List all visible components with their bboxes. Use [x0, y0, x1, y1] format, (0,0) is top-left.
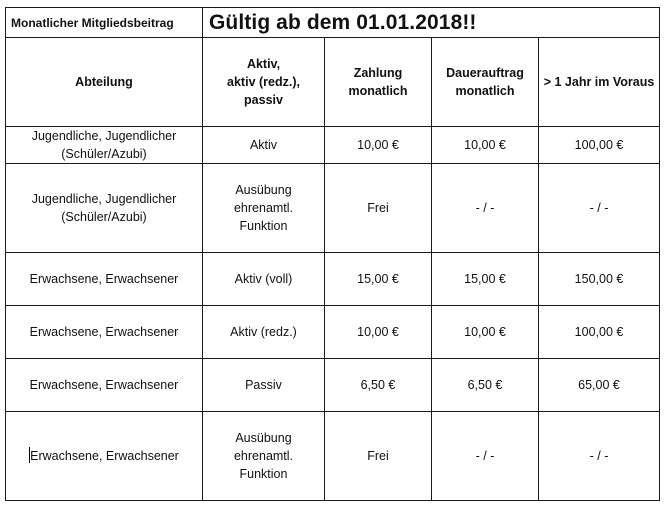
col-header-status-line: aktiv (redz.), — [227, 75, 300, 89]
cell-status — [203, 164, 325, 253]
table-row — [6, 359, 660, 412]
col-header-dauerauftrag-line: monatlich — [455, 84, 515, 98]
col-header-zahlung — [325, 38, 432, 127]
table-row — [6, 306, 660, 359]
cell-status: Aktiv — [203, 127, 325, 164]
title-left: Monatlicher Mitgliedsbeitrag — [6, 8, 203, 38]
cell-text: ehrenamtl. — [233, 449, 294, 463]
cell-abteilung — [6, 164, 203, 253]
cell-text: Jugendliche, Jugendlicher — [31, 192, 177, 206]
col-header-dauerauftrag-line: Dauerauftrag — [446, 66, 524, 80]
table-row — [6, 412, 660, 501]
cell-status: Aktiv (voll) — [203, 253, 325, 306]
col-header-dauerauftrag — [432, 38, 539, 127]
col-header-status-line: Aktiv, — [246, 57, 281, 71]
col-header-abteilung: Abteilung — [6, 38, 203, 127]
cell-abteilung — [6, 127, 203, 164]
cell-dauerauftrag: - / - — [432, 164, 539, 253]
cell-abteilung: Erwachsene, Erwachsener — [6, 253, 203, 306]
cell-text: Funktion — [239, 219, 288, 233]
cell-voraus: 100,00 € — [539, 306, 660, 359]
cell-text: Ausübung — [235, 431, 292, 445]
table-row — [6, 253, 660, 306]
cell-text: Jugendliche, Jugendlicher — [31, 129, 177, 143]
cell-zahlung: Frei — [325, 164, 432, 253]
cell-zahlung: 6,50 € — [325, 359, 432, 412]
fee-table — [5, 7, 660, 501]
col-header-status-line: passiv — [244, 93, 283, 107]
cell-voraus: - / - — [539, 412, 660, 501]
cell-status: Passiv — [203, 359, 325, 412]
title-right: Gültig ab dem 01.01.2018!! — [203, 8, 660, 38]
cell-abteilung: Erwachsene, Erwachsener — [6, 306, 203, 359]
cell-text: ehrenamtl. — [233, 201, 294, 215]
cell-voraus: 150,00 € — [539, 253, 660, 306]
col-header-zahlung-line: monatlich — [348, 84, 408, 98]
cell-dauerauftrag: 10,00 € — [432, 127, 539, 164]
table-row — [6, 164, 660, 253]
cell-text: Ausübung — [235, 183, 292, 197]
cell-zahlung: Frei — [325, 412, 432, 501]
cell-text: (Schüler/Azubi) — [61, 147, 147, 161]
cell-dauerauftrag: 6,50 € — [432, 359, 539, 412]
cell-status — [203, 412, 325, 501]
cell-dauerauftrag: - / - — [432, 412, 539, 501]
cell-text: (Schüler/Azubi) — [61, 210, 147, 224]
cell-zahlung: 15,00 € — [325, 253, 432, 306]
col-header-voraus: > 1 Jahr im Voraus — [539, 38, 660, 127]
cell-status: Aktiv (redz.) — [203, 306, 325, 359]
cell-abteilung: Erwachsene, Erwachsener — [6, 359, 203, 412]
title-row — [6, 8, 660, 38]
cell-voraus: 100,00 € — [539, 127, 660, 164]
cell-voraus: - / - — [539, 164, 660, 253]
cell-zahlung: 10,00 € — [325, 127, 432, 164]
table-row — [6, 127, 660, 164]
col-header-status — [203, 38, 325, 127]
cell-voraus: 65,00 € — [539, 359, 660, 412]
cell-dauerauftrag: 10,00 € — [432, 306, 539, 359]
column-header-row — [6, 38, 660, 127]
cell-text: Funktion — [239, 467, 288, 481]
cell-abteilung[interactable] — [6, 412, 203, 501]
cell-dauerauftrag: 15,00 € — [432, 253, 539, 306]
col-header-zahlung-line: Zahlung — [353, 66, 403, 80]
cell-text: Erwachsene, Erwachsener — [30, 449, 179, 463]
fee-table-container — [5, 7, 660, 501]
cell-zahlung: 10,00 € — [325, 306, 432, 359]
